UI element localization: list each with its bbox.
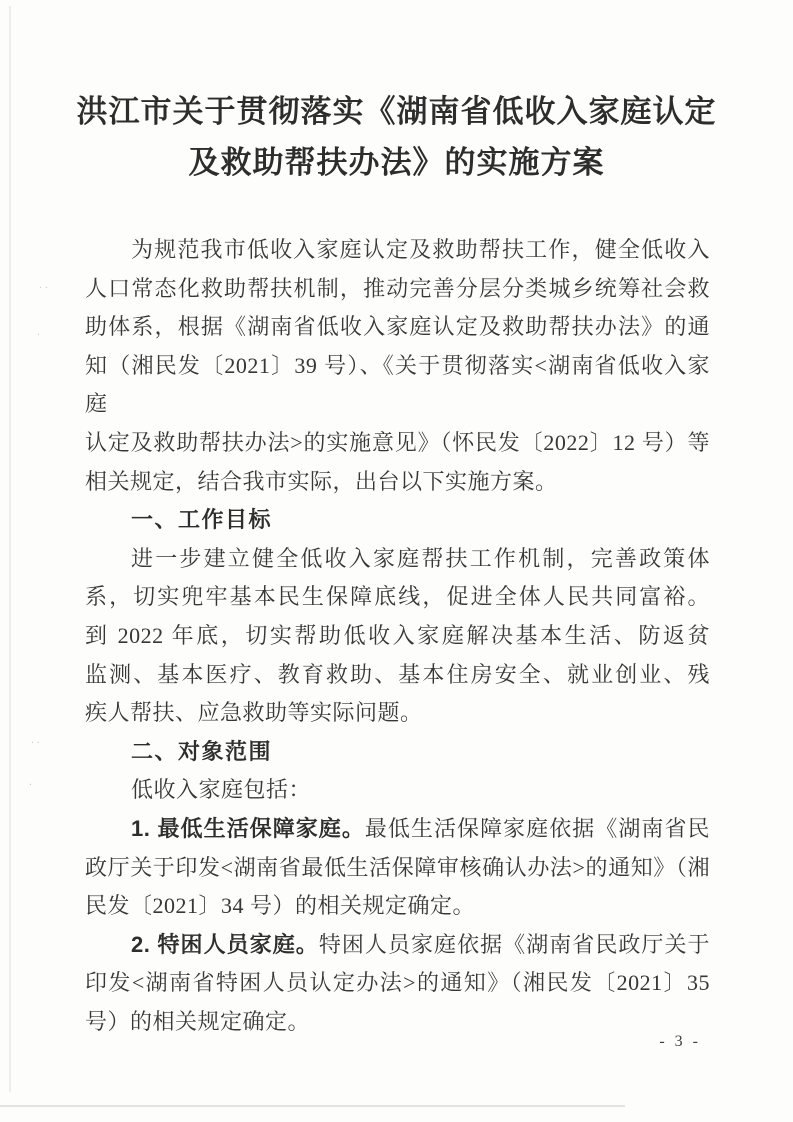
intro-line: 知（湘民发〔2021〕39 号）、《关于贯彻落实<湖南省低收入家庭 [85,352,710,417]
item1-text: 最低生活保障家庭依据《湖南省民 [364,815,710,841]
section1-line: 进一步建立健全低收入家庭帮扶工作机制，完善政策体 [131,545,710,571]
scan-smudge: · [28,780,34,789]
item1-line: 政厅关于印发<湖南省最低生活保障审核确认办法>的通知》（湘 [85,854,710,880]
scan-smudge: ·· [38,283,50,292]
section1-line: 疾人帮扶、应急救助等实际问题。 [85,700,423,726]
intro-line: 助体系，根据《湖南省低收入家庭认定及救助帮扶办法》的通 [85,314,710,340]
document-title-line1: 洪江市关于贯彻落实《湖南省低收入家庭认定 [76,94,717,129]
section1-line: 系，切实兜牢基本民生保障底线，促进全体人民共同富裕。 [85,584,710,610]
scan-edge-artifact [9,6,11,1092]
section1-line: 监测、基本医疗、教育救助、基本住房安全、就业创业、残 [85,661,710,687]
document-body [85,231,710,1041]
section2-lead: 低收入家庭包括： [131,777,312,803]
intro-line: 人口常态化救助帮扶机制，推动完善分层分类城乡统筹社会救 [85,275,710,301]
item2-line: 印发<湖南省特困人员认定办法>的通知》（湘民发〔2021〕35 [85,970,710,996]
item1-line: 民发〔2021〕34 号）的相关规定确定。 [85,893,476,919]
item2-line: 号）的相关规定确定。 [85,1008,311,1034]
item2-text: 特困人员家庭依据《湖南省民政厅关于 [318,931,710,957]
section1-heading: 一、工作目标 [131,507,273,533]
intro-line: 相关规定，结合我市实际，出台以下实施方案。 [85,468,558,494]
intro-line: 为规范我市低收入家庭认定及救助帮扶工作，健全低收入 [131,237,710,262]
item1-line [85,810,710,849]
section1-line: 到 2022 年底，切实帮助低收入家庭解决基本生活、防返贫 [85,622,710,648]
item2-label: 2. 特困人员家庭。 [131,931,319,957]
page-number: - 3 - [659,1033,701,1050]
item1-label: 1. 最低生活保障家庭。 [131,815,365,841]
scan-smudge: ·· [30,738,42,747]
document-title-line2: 及救助帮扶办法》的实施方案 [188,145,605,180]
document-title [58,86,735,188]
scan-smudge: · [36,330,42,339]
item2-line [85,926,710,965]
section2-heading: 二、对象范围 [131,738,273,764]
intro-line: 认定及救助帮扶办法>的实施意见》（怀民发〔2022〕12 号）等 [85,429,710,455]
scan-shadow-line [0,1105,625,1107]
